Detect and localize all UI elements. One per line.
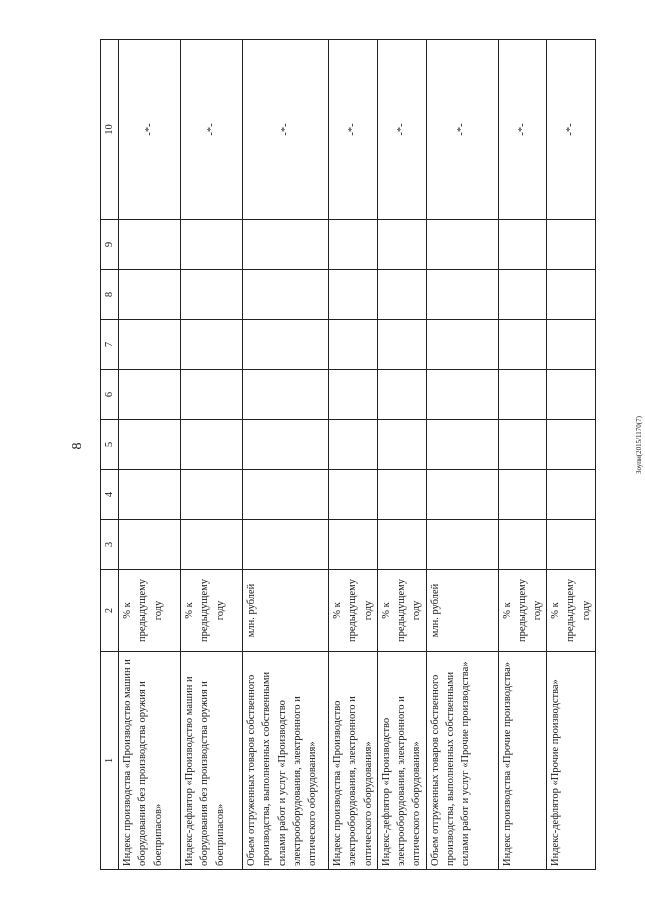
- table-row: [498, 40, 547, 870]
- empty-cell: [377, 220, 426, 270]
- empty-cell: [498, 220, 547, 270]
- empty-cell: [329, 320, 378, 370]
- empty-cell: [547, 370, 596, 420]
- empty-cell: [498, 470, 547, 520]
- empty-cell: [377, 370, 426, 420]
- indicator-name: Объем отгруженных товаров собственного производства, выполненных собственными силами работ и услуг «Прочие производства»: [426, 652, 498, 870]
- empty-cell: [547, 520, 596, 570]
- empty-cell: [329, 270, 378, 320]
- empty-cell: [243, 470, 329, 520]
- table-container: [100, 40, 592, 870]
- column-header: 10: [101, 40, 119, 220]
- empty-cell: [119, 520, 181, 570]
- empty-cell: [377, 320, 426, 370]
- empty-cell: [498, 320, 547, 370]
- no-data-mark: -*-: [119, 40, 181, 220]
- header-row: [101, 40, 119, 870]
- no-data-mark: -*-: [426, 40, 498, 220]
- empty-cell: [426, 370, 498, 420]
- unit-cell: % к предыдущему году: [547, 570, 596, 652]
- column-header: 8: [101, 270, 119, 320]
- column-header: 5: [101, 420, 119, 470]
- no-data-mark: -*-: [329, 40, 378, 220]
- empty-cell: [498, 520, 547, 570]
- empty-cell: [329, 520, 378, 570]
- empty-cell: [181, 420, 243, 470]
- empty-cell: [181, 320, 243, 370]
- no-data-mark: -*-: [243, 40, 329, 220]
- empty-cell: [119, 220, 181, 270]
- indicator-name: Индекс-дефлятор «Прочие производства»: [547, 652, 596, 870]
- table-row: [243, 40, 329, 870]
- no-data-mark: -*-: [498, 40, 547, 220]
- unit-cell: % к предыдущему году: [498, 570, 547, 652]
- indicator-name: Индекс производства «Производство электрооборудования, электронного и оптического оборудования»: [329, 652, 378, 870]
- empty-cell: [243, 370, 329, 420]
- indicator-name: Индекс производства «Производство машин и оборудования без производства оружия и боеприпасов»: [119, 652, 181, 870]
- empty-cell: [181, 520, 243, 570]
- empty-cell: [119, 470, 181, 520]
- table-row: [181, 40, 243, 870]
- indicator-name: Индекс-дефлятор «Производство электрооборудования, электронного и оптического оборудования»: [377, 652, 426, 870]
- empty-cell: [498, 420, 547, 470]
- empty-cell: [243, 270, 329, 320]
- empty-cell: [119, 370, 181, 420]
- empty-cell: [426, 270, 498, 320]
- empty-cell: [181, 270, 243, 320]
- empty-cell: [547, 270, 596, 320]
- column-header: 4: [101, 470, 119, 520]
- empty-cell: [329, 220, 378, 270]
- empty-cell: [377, 470, 426, 520]
- indicator-table: [100, 39, 596, 870]
- indicator-name: Индекс производства «Прочие производства»: [498, 652, 547, 870]
- column-header: 9: [101, 220, 119, 270]
- empty-cell: [329, 370, 378, 420]
- empty-cell: [329, 470, 378, 520]
- empty-cell: [426, 520, 498, 570]
- empty-cell: [547, 470, 596, 520]
- unit-cell: % к предыдущему году: [181, 570, 243, 652]
- indicator-name: Индекс-дефлятор «Производство машин и оборудования без производства оружия и боеприпасов»: [181, 652, 243, 870]
- empty-cell: [119, 270, 181, 320]
- empty-cell: [547, 220, 596, 270]
- indicator-name: Объем отгруженных товаров собственного производства, выполненных собственными силами работ и услуг «Производство электрооборудования, электронного и оптического оборудования»: [243, 652, 329, 870]
- column-header: 6: [101, 370, 119, 420]
- empty-cell: [243, 220, 329, 270]
- table-row: [119, 40, 181, 870]
- empty-cell: [377, 420, 426, 470]
- document-code: Зоупи(2015/1170(7): [635, 416, 643, 474]
- empty-cell: [547, 320, 596, 370]
- empty-cell: [181, 470, 243, 520]
- unit-cell: млн. рублей: [426, 570, 498, 652]
- empty-cell: [426, 470, 498, 520]
- empty-cell: [426, 320, 498, 370]
- no-data-mark: -*-: [547, 40, 596, 220]
- no-data-mark: -*-: [377, 40, 426, 220]
- empty-cell: [243, 520, 329, 570]
- unit-cell: % к предыдущему году: [377, 570, 426, 652]
- table-row: [329, 40, 378, 870]
- empty-cell: [119, 420, 181, 470]
- unit-cell: % к предыдущему году: [119, 570, 181, 652]
- table-row: [377, 40, 426, 870]
- empty-cell: [498, 270, 547, 320]
- no-data-mark: -*-: [181, 40, 243, 220]
- empty-cell: [426, 220, 498, 270]
- column-header: 2: [101, 570, 119, 652]
- empty-cell: [377, 520, 426, 570]
- empty-cell: [377, 270, 426, 320]
- empty-cell: [426, 420, 498, 470]
- column-header: 3: [101, 520, 119, 570]
- empty-cell: [181, 370, 243, 420]
- unit-cell: млн. рублей: [243, 570, 329, 652]
- empty-cell: [243, 420, 329, 470]
- unit-cell: % к предыдущему году: [329, 570, 378, 652]
- empty-cell: [181, 220, 243, 270]
- empty-cell: [243, 320, 329, 370]
- empty-cell: [329, 420, 378, 470]
- column-header: 1: [101, 652, 119, 870]
- empty-cell: [547, 420, 596, 470]
- page-number: 8: [70, 442, 85, 450]
- empty-cell: [498, 370, 547, 420]
- table-row: [426, 40, 498, 870]
- empty-cell: [119, 320, 181, 370]
- column-header: 7: [101, 320, 119, 370]
- table-row: [547, 40, 596, 870]
